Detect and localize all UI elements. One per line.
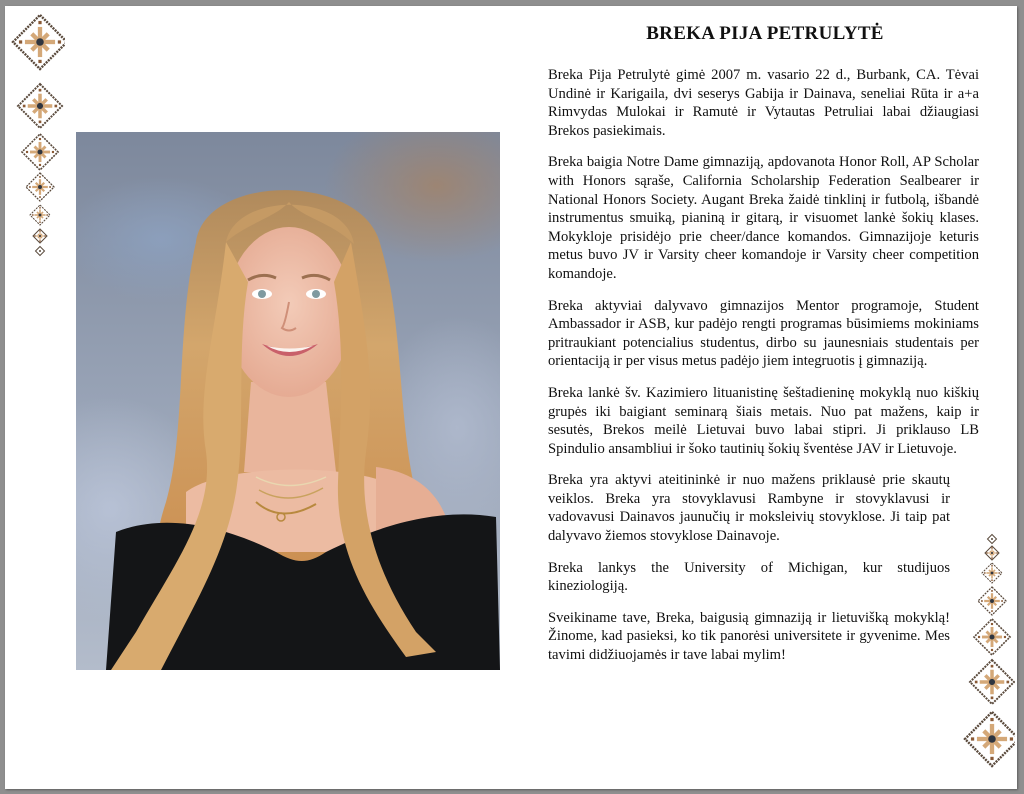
folk-diamond-ornament-icon bbox=[13, 15, 65, 69]
folk-diamond-ornament-icon bbox=[982, 563, 1002, 583]
paragraph-school-achievements: Breka baigia Notre Dame gimnaziją, apdovanota Honor Roll, AP Scholar with Honors sąraše, California Scholarship Federation Sealbearer ir National Honors Society. Augant Breka žaidė tinklinį ir futbolą, išbandė instrumentus smuiką, pianiną ir gitarą, ir visuomet lankė šokių klases. Mokykloje prisidėjo prie cheer/dance komandos. Gimnazijoje keturis metus buvo JV ir Varsity cheer komandoje ir Varsity cheer competition komandoje. bbox=[548, 154, 979, 282]
folk-diamond-ornament-icon bbox=[30, 205, 50, 225]
folk-ornament-column-left bbox=[5, 14, 65, 259]
biography-text bbox=[548, 66, 979, 678]
folk-diamond-ornament-icon bbox=[26, 173, 54, 201]
folk-diamond-ornament-icon bbox=[965, 712, 1015, 766]
paragraph-university: Breka lankys the University of Michigan, kur studijuos kineziologiją. bbox=[548, 559, 950, 595]
face bbox=[226, 227, 352, 397]
document-page bbox=[5, 6, 1017, 789]
paragraph-lithuanian-school: Breka lankė šv. Kazimiero lituanistinę šeštadieninę mokyklą nuo kiškių grupės iki baigiant seminarą šiais metais. Nuo pat mažens, kaip ir sesutės, Brekos meilė Lietuvai buvo labai stipri. Ji priklauso LB Spindulio ansambliui ir šoko tautinių šokių šventėse JAV ir Lietuvoje. bbox=[548, 384, 979, 457]
folk-diamond-ornament-icon bbox=[978, 587, 1006, 615]
folk-diamond-ornament-icon bbox=[36, 247, 45, 256]
paragraph-scouts-camps: Breka yra aktyvi ateitininkė ir nuo mažens priklausė prie skautų veiklos. Breka yra stovyklavusi Rambyne ir stovyklavusi ir vadovavusi Dainavos jaunučių ir moksleivių stovyklose. Ji taip pat dalyvavo žiemos stovyklose Dainavoje. bbox=[548, 472, 950, 545]
paragraph-birth-family: Breka Pija Petrulytė gimė 2007 m. vasario 22 d., Burbank, CA. Tėvai Undinė ir Karigaila, dvi seserys Gabija ir Dainava, seneliai Rūta ir a+a Rimvydas Mulokai ir Ramutė ir Vytautas Petruliai labai džiaugiasi Brekos pasiekimais. bbox=[548, 67, 979, 139]
portrait-photo bbox=[76, 132, 500, 670]
folk-diamond-ornament-icon bbox=[988, 535, 997, 544]
folk-diamond-ornament-icon bbox=[33, 229, 47, 243]
paragraph-mentor-program: Breka aktyviai dalyvavo gimnazijos Mentor programoje, Student Ambassador ir ASB, kur padėjo rengti programas būsimiems mokiniams pritraukiant potencialius studentus, dirbo su jaunesniais studentais per orientaciją ir per visus metus padėjo jiem integruotis į gimnaziją. bbox=[548, 297, 979, 370]
page-title: BREKA PIJA PETRULYTĖ bbox=[646, 23, 884, 44]
folk-diamond-ornament-icon bbox=[22, 134, 58, 170]
folk-diamond-ornament-icon bbox=[18, 84, 62, 128]
portrait-illustration bbox=[76, 132, 500, 670]
folk-diamond-ornament-icon bbox=[974, 619, 1010, 655]
paragraph-congratulations: Sveikiname tave, Breka, baigusią gimnaziją ir lietuvišką mokyklą! Žinome, kad pasieksi, ko tik panorėsi universitete ir gyvenime. Mes tavimi didžiuojamės ir tave labai mylim! bbox=[548, 609, 950, 664]
folk-diamond-ornament-icon bbox=[985, 546, 999, 560]
